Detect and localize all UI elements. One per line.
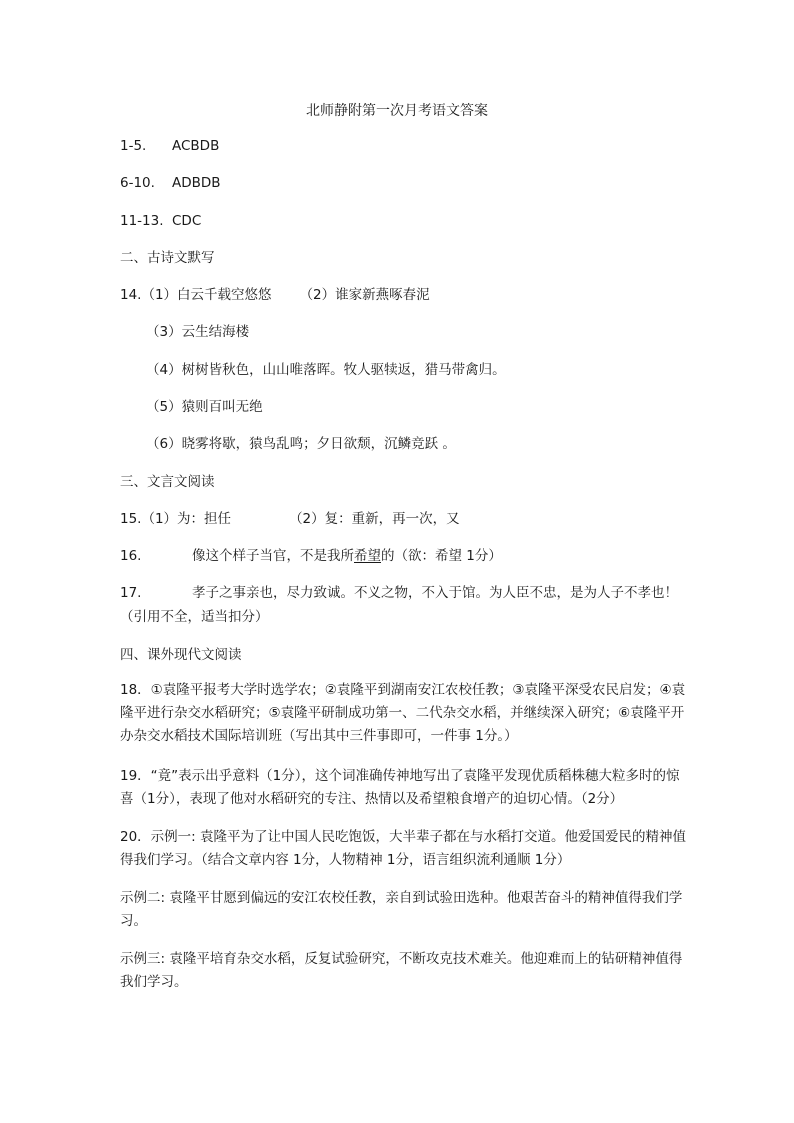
- question-range: 1-5.: [120, 138, 147, 154]
- section-heading-3: 三、文言文阅读: [120, 474, 215, 490]
- document-title: 北师静附第一次月考语文答案: [306, 103, 488, 119]
- q19-answer: 19．“竟”表示出乎意料（1分），这个词准确传神地写出了袁隆平发现优质稻株穗大粒多时的惊喜（1分），表现了他对水稻研究的专注、热情以及希望粮食增产的迫切心情。（2分）: [120, 768, 680, 807]
- question-range: 6-10.: [120, 175, 155, 191]
- q14-answer-4: （4）树树皆秋色，山山唯落晖。牧人驱犊返，猎马带禽归。: [146, 362, 506, 378]
- answer-key: ADBDB: [172, 175, 221, 191]
- answer-row-1-5: [120, 137, 219, 155]
- q14-line-1: [120, 286, 430, 304]
- q15-line: [120, 510, 460, 528]
- q14-answer-1: 14.（1）白云千载空悠悠: [120, 287, 272, 303]
- q15-answer-2: （2）复：重新，再一次，又: [289, 511, 460, 527]
- section-heading-2: 二、古诗文默写: [120, 250, 215, 266]
- q15-answer-1: 15.（1）为：担任: [120, 511, 232, 527]
- q14-answer-2: （2）谁家新燕啄春泥: [299, 287, 430, 303]
- q20-example-3: 示例三: 袁隆平培育杂交水稻，反复试验研究，不断攻克技术难关。他迎难而上的钻研精神值得我们学习。: [120, 951, 683, 990]
- q20-answer: 20．示例一: 袁隆平为了让中国人民吃饱饭，大半辈子都在与水稻打交道。他爱国爱民的精神值得我们学习。（结合文章内容 1分，人物精神 1分，语言组织流利通顺 1分）: [120, 829, 687, 868]
- q16-text: 像这个样子当官，不是我所: [192, 548, 354, 564]
- answer-key: ACBDB: [172, 138, 220, 154]
- q16-note: 的（欲：希望 1分）: [381, 548, 502, 564]
- answer-key: CDC: [172, 213, 202, 229]
- q14-answer-3: （3）云生结海楼: [146, 324, 250, 340]
- answer-row-11-13: [120, 212, 201, 230]
- q17-answer: 孝子之事亲也，尽力致诚。不义之物，不入于馆。为人臣不忠，是为人子不孝也！: [192, 585, 678, 601]
- q17-line: [120, 584, 678, 602]
- q14-answer-6: （6）晓雾将歇，猿鸟乱鸣；夕日欲颓，沉鳞竞跃 。: [146, 436, 456, 452]
- q16-number: 16.: [120, 548, 142, 564]
- q17-number: 17.: [120, 585, 142, 601]
- q14-answer-5: （5）猿则百叫无绝: [146, 399, 263, 415]
- q18-answer: 18．①袁隆平报考大学时选学农；②袁隆平到湖南安江农校任教；③袁隆平深受农民启发；④袁隆平进行杂交水稻研究；⑤袁隆平研制成功第一、二代杂交水稻，并继续深入研究；⑥袁隆平开办杂交水稻技术国际培训班（写出其中三件事即可，一件事 1分。）: [120, 682, 686, 744]
- q20-example-2: 示例二: 袁隆平甘愿到偏远的安江农校任教，亲自到试验田选种。他艰苦奋斗的精神值得我们学习。: [120, 890, 683, 929]
- question-range: 11-13.: [120, 213, 164, 229]
- q17-note: （引用不全，适当扣分）: [120, 609, 269, 625]
- section-heading-4: 四、课外现代文阅读: [120, 647, 242, 663]
- q16-line: [120, 547, 502, 565]
- q16-underlined-word: 希望: [354, 548, 381, 564]
- answer-row-6-10: [120, 174, 221, 192]
